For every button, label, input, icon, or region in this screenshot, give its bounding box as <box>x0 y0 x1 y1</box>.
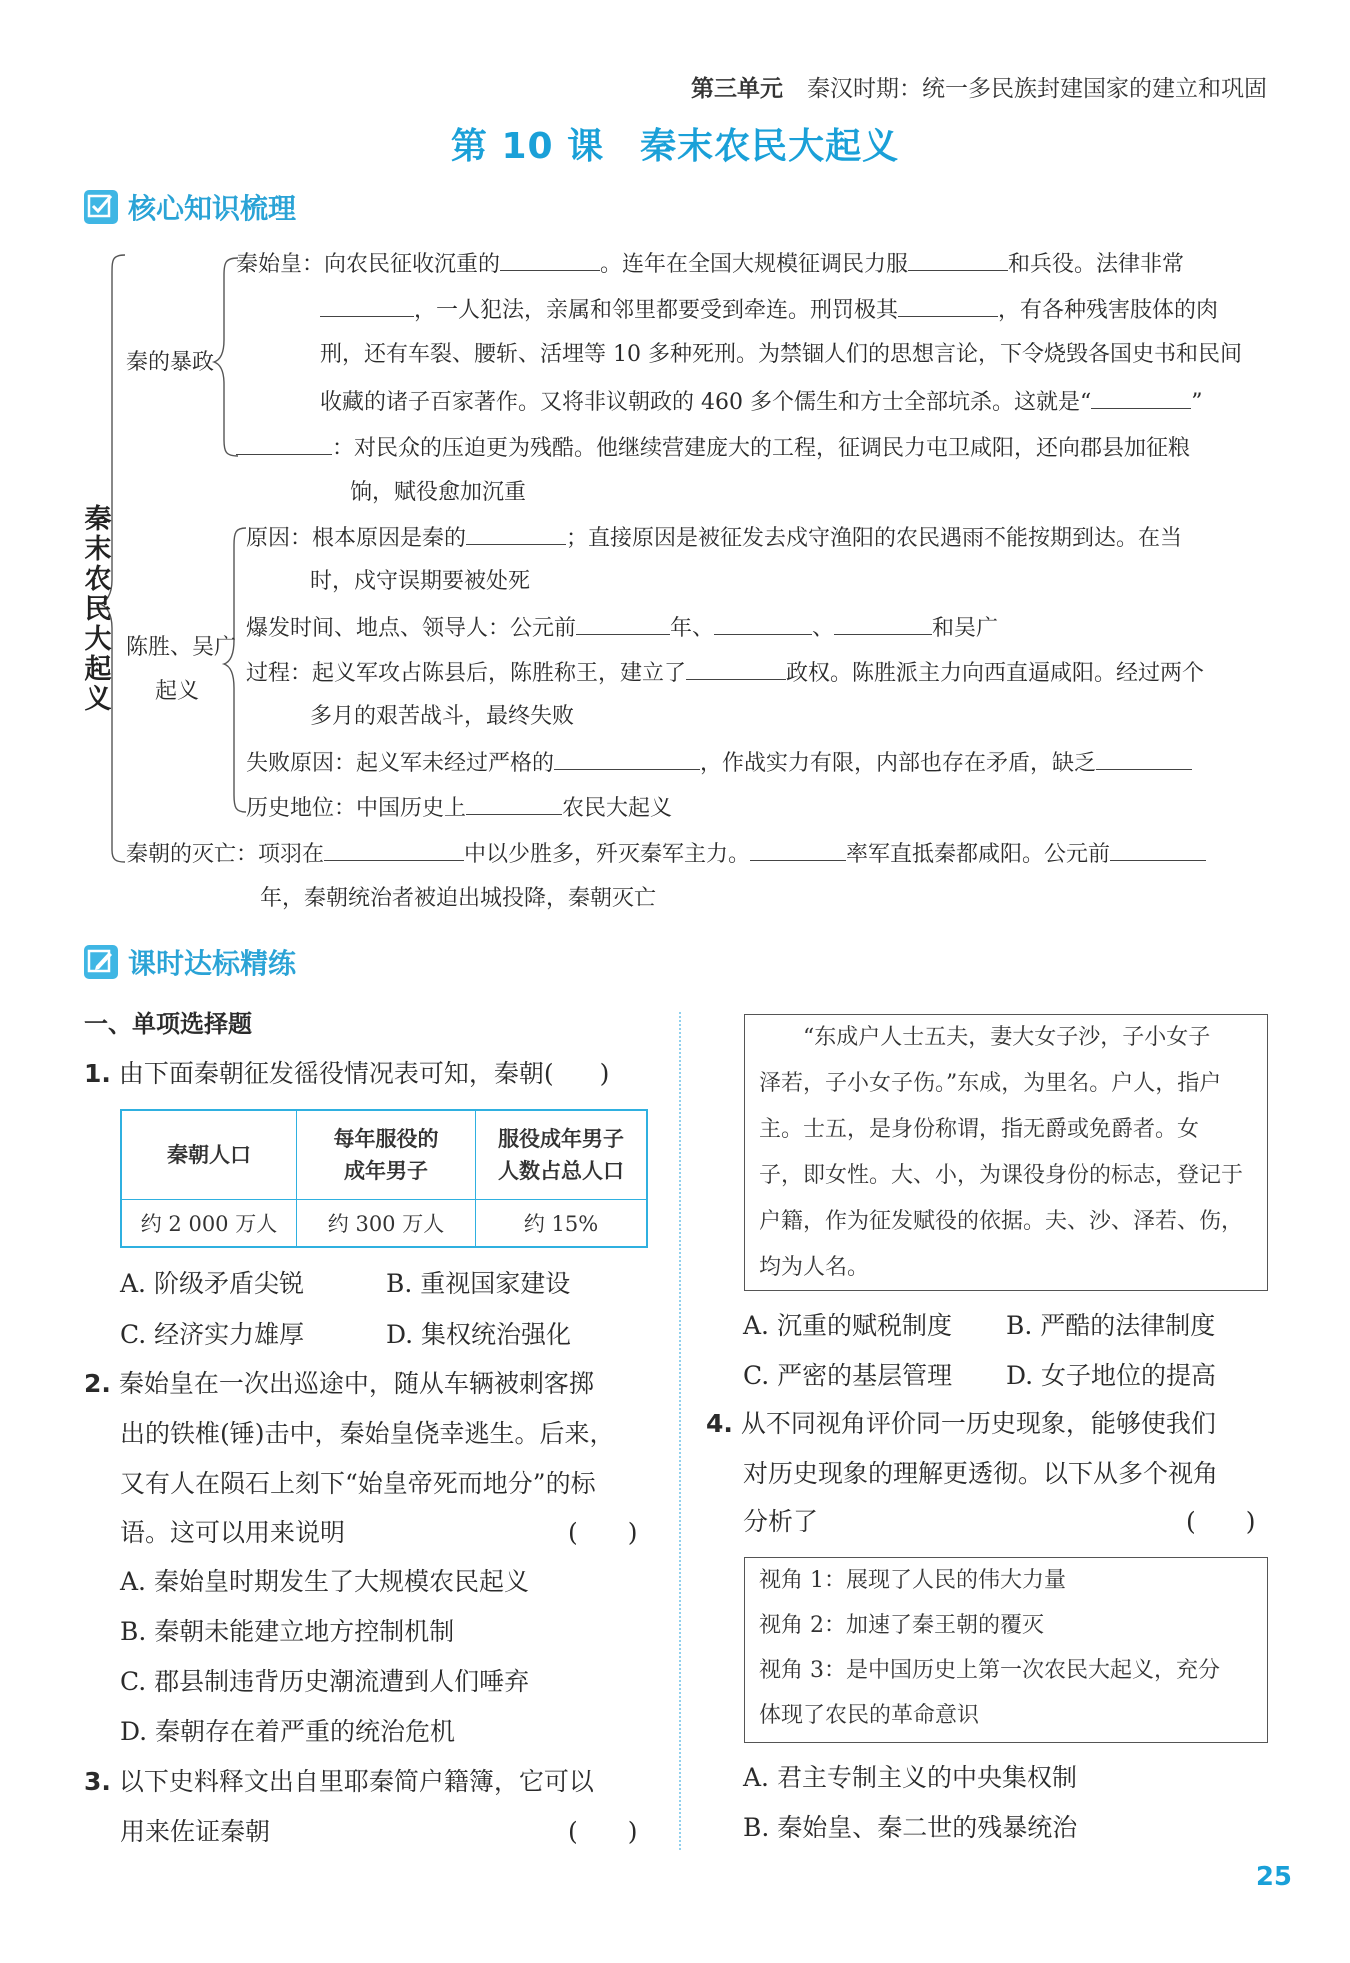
q1-option-d[interactable]: D. 集权统治强化 <box>386 1320 572 1349</box>
blank[interactable] <box>320 294 414 317</box>
q1-option-b[interactable]: B. 重视国家建设 <box>386 1269 571 1298</box>
text: 、 <box>812 616 835 641</box>
uprising-significance <box>246 792 672 824</box>
unit-label: 第三单元 <box>691 76 783 102</box>
blank[interactable] <box>576 612 670 635</box>
q4-option-b[interactable]: B. 秦始皇、秦二世的残暴统治 <box>743 1813 1078 1842</box>
source-line: 子，即女性。大、小，为课役身份的标志，登记于 <box>759 1163 1244 1188</box>
tyranny-line-1 <box>236 248 1184 280</box>
q2-option-c[interactable]: C. 郡县制违背历史潮流遭到人们唾弃 <box>120 1667 530 1696</box>
blank[interactable] <box>908 248 1008 271</box>
column-divider <box>679 1012 681 1850</box>
text: 收藏的诸子百家著作。又将非议朝政的 460 多个儒生和方士全部坑杀。这就是“ <box>320 390 1092 415</box>
source-line: 户籍，作为征发赋役的依据。夫、沙、泽若、伤， <box>759 1209 1244 1234</box>
source-line: 泽若，子小女子伤。”东成，为里名。户人，指户 <box>759 1071 1222 1096</box>
q3-stem-2: 用来佐证秦朝 <box>120 1817 271 1846</box>
q2-stem-3: 又有人在陨石上刻下“始皇帝死而地分”的标 <box>120 1469 596 1498</box>
text: ” <box>1191 390 1203 415</box>
text: 原因：根本原因是秦的 <box>246 526 467 551</box>
perspective-line: 视角 1：展现了人民的伟大力量 <box>759 1568 1066 1593</box>
text: 从不同视角评价同一历史现象，能够使我们 <box>740 1409 1216 1438</box>
lesson-number: 第 10 课 <box>450 126 605 167</box>
q3-option-c[interactable]: C. 严密的基层管理 <box>743 1361 953 1390</box>
text: 失败原因：起义军未经过严格的 <box>246 751 555 776</box>
text: 农民大起义 <box>562 796 673 821</box>
branch-label-uprising-2: 起义 <box>155 679 200 704</box>
text: 爆发时间、地点、领导人：公元前 <box>246 616 577 641</box>
uprising-failure <box>246 747 1192 779</box>
blank[interactable] <box>834 612 932 635</box>
text: 政权。陈胜派主力向西直逼咸阳。经过两个 <box>786 661 1205 686</box>
text: 过程：起义军攻占陈县后，陈胜称王，建立了 <box>246 661 687 686</box>
q4-stem-3: 分析了 <box>743 1507 819 1536</box>
blank[interactable] <box>466 522 566 545</box>
q2-option-d[interactable]: D. 秦朝存在着严重的统治危机 <box>120 1717 456 1746</box>
unit-title: 秦汉时期：统一多民族封建国家的建立和巩固 <box>807 76 1267 102</box>
question-number: 2. <box>84 1369 111 1398</box>
table-cell: 约 300 万人 <box>297 1200 476 1248</box>
blank[interactable] <box>714 612 812 635</box>
q2-answer-paren[interactable]: ( ) <box>568 1518 638 1547</box>
branch-label-uprising-1: 陈胜、吴广 <box>126 635 237 660</box>
text: 服役成年男子 <box>498 1127 624 1151</box>
blank[interactable] <box>750 838 846 861</box>
q2-option-a[interactable]: A. 秦始皇时期发生了大规模农民起义 <box>120 1567 529 1596</box>
fall-of-qin-2: 年，秦朝统治者被迫出城投降，秦朝灭亡 <box>260 886 657 911</box>
mindmap-root: 秦末农民大起义 <box>84 504 112 715</box>
q1-option-c[interactable]: C. 经济实力雄厚 <box>120 1320 305 1349</box>
q4-option-a[interactable]: A. 君主专制主义的中央集权制 <box>743 1763 1077 1792</box>
q1-stem <box>84 1056 609 1092</box>
table-cell: 约 2 000 万人 <box>121 1200 297 1248</box>
pencil-icon <box>84 945 118 979</box>
uprising-cause-2: 时，戍守误期要被处死 <box>310 569 531 594</box>
perspective-line: 体现了农民的革命意识 <box>759 1703 980 1728</box>
q2-option-b[interactable]: B. 秦朝未能建立地方控制机制 <box>120 1617 455 1646</box>
blank[interactable] <box>466 792 562 815</box>
q4-stem-2: 对历史现象的理解更透彻。以下从多个视角 <box>743 1459 1219 1488</box>
branch-label-tyranny: 秦的暴政 <box>126 350 215 375</box>
perspective-line: 视角 2：加速了秦王朝的覆灭 <box>759 1613 1044 1638</box>
tyranny-line-5 <box>236 432 1190 464</box>
q4-answer-paren[interactable]: ( ) <box>1186 1507 1256 1536</box>
text: 和吴广 <box>932 616 999 641</box>
q3-answer-paren[interactable]: ( ) <box>568 1817 638 1846</box>
uprising-process-2: 多月的艰苦战斗，最终失败 <box>310 704 575 729</box>
text: 成年男子 <box>344 1159 428 1183</box>
text: 秦始皇在一次出巡途中，随从车辆被刺客掷 <box>118 1369 594 1398</box>
question-number: 4. <box>706 1409 733 1438</box>
answer-paren[interactable]: ) <box>599 1059 610 1088</box>
q2-stem-1 <box>84 1366 594 1402</box>
text: ，作战实力有限，内部也存在矛盾，缺乏 <box>700 751 1097 776</box>
text: 秦朝的灭亡：项羽在 <box>126 842 325 867</box>
blank[interactable] <box>236 432 332 455</box>
text: 每年服役的 <box>333 1127 439 1151</box>
q1-table <box>120 1109 648 1248</box>
q1-option-a[interactable]: A. 阶级矛盾尖锐 <box>120 1269 304 1298</box>
text: 秦始皇：向农民征收沉重的 <box>236 252 501 277</box>
q4-stem-1 <box>706 1406 1216 1442</box>
blank[interactable] <box>898 294 998 317</box>
blank[interactable] <box>324 838 464 861</box>
text: 率军直抵秦都咸阳。公元前 <box>846 842 1111 867</box>
text: 以下史料释文出自里耶秦简户籍簿，它可以 <box>118 1767 594 1796</box>
table-header <box>297 1110 476 1200</box>
blank[interactable] <box>1096 747 1192 770</box>
tyranny-line-4 <box>320 386 1202 418</box>
part-heading: 一、单项选择题 <box>84 1010 252 1038</box>
blank[interactable] <box>1110 838 1206 861</box>
q3-stem-1 <box>84 1764 594 1800</box>
text: 和兵役。法律非常 <box>1008 252 1185 277</box>
text: ，一人犯法，亲属和邻里都要受到牵连。刑罚极其 <box>414 298 899 323</box>
section-title: 核心知识梳理 <box>128 192 297 225</box>
text: 中以少胜多，歼灭秦军主力。 <box>464 842 751 867</box>
question-number: 1. <box>84 1059 111 1088</box>
text: 年、 <box>670 616 715 641</box>
table-cell: 约 15% <box>476 1200 648 1248</box>
tyranny-line-6: 饷，赋役愈加沉重 <box>350 480 527 505</box>
q3-source-box <box>744 1014 1268 1291</box>
uprising-cause <box>246 522 1182 554</box>
blank[interactable] <box>500 248 600 271</box>
blank[interactable] <box>1091 386 1191 409</box>
table-header: 秦朝人口 <box>121 1110 297 1200</box>
section-title: 课时达标精练 <box>128 947 297 980</box>
text: ；直接原因是被征发去戍守渔阳的农民遇雨不能按期到达。在当 <box>566 526 1183 551</box>
blank[interactable] <box>554 747 700 770</box>
lesson-name: 秦末农民大起义 <box>640 126 900 167</box>
perspective-line: 视角 3：是中国历史上第一次农民大起义，充分 <box>759 1658 1220 1683</box>
source-line: 主。士五，是身份称谓，指无爵或免爵者。女 <box>759 1117 1200 1142</box>
tyranny-line-3: 刑，还有车裂、腰斩、活埋等 10 多种死刑。为禁锢人们的思想言论，下令烧毁各国史书和民间 <box>320 342 1242 367</box>
q3-option-b[interactable]: B. 严酷的法律制度 <box>1006 1311 1216 1340</box>
q3-option-a[interactable]: A. 沉重的赋税制度 <box>743 1311 952 1340</box>
q4-perspective-box <box>744 1557 1268 1743</box>
text: 历史地位：中国历史上 <box>246 796 467 821</box>
q2-stem-2: 出的铁椎(锤)击中，秦始皇侥幸逃生。后来， <box>120 1419 615 1448</box>
uprising-process <box>246 657 1204 689</box>
fall-of-qin <box>126 838 1206 870</box>
text: 人数占总人口 <box>498 1159 624 1183</box>
source-line: 均为人名。 <box>759 1255 870 1280</box>
table-header <box>476 1110 648 1200</box>
blank[interactable] <box>686 657 786 680</box>
tyranny-line-2 <box>320 294 1218 326</box>
page-number: 25 <box>1255 1862 1292 1892</box>
text: ，有各种残害肢体的肉 <box>998 298 1219 323</box>
q2-stem-4: 语。这可以用来说明 <box>120 1518 346 1547</box>
question-number: 3. <box>84 1767 111 1796</box>
q3-option-d[interactable]: D. 女子地位的提高 <box>1006 1361 1217 1390</box>
text: ：对民众的压迫更为残酷。他继续营建庞大的工程，征调民力屯卫咸阳，还向郡县加征粮 <box>332 436 1191 461</box>
text: 。连年在全国大规模征调民力服 <box>600 252 909 277</box>
section-heading-practice <box>84 942 296 984</box>
text: 由下面秦朝征发徭役情况表可知，秦朝( <box>118 1059 554 1088</box>
source-line: “东成户人士五夫，妻大女子沙，子小女子 <box>803 1025 1211 1050</box>
uprising-outbreak <box>246 612 998 644</box>
